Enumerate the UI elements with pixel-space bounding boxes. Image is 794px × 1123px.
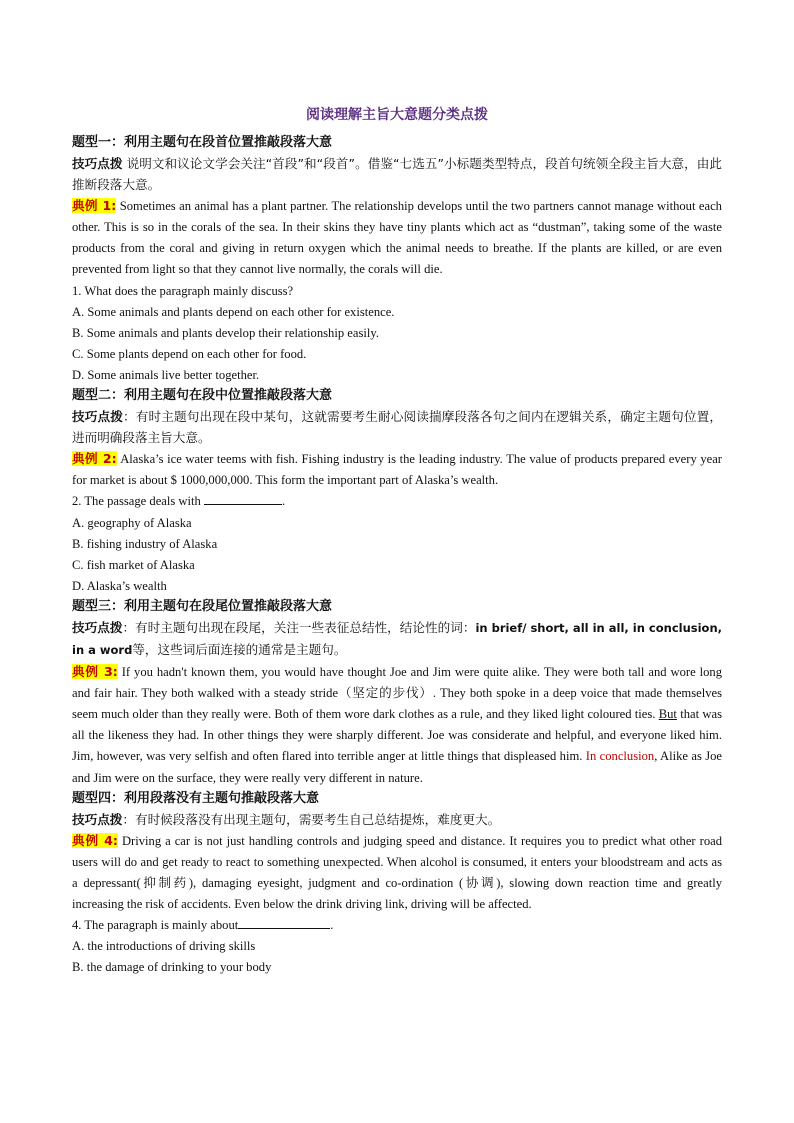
answer-blank: [204, 492, 282, 505]
page-title: 阅读理解主旨大意题分类点拨: [306, 107, 488, 123]
section-4-heading: 题型四：利用段落没有主题句推敲段落大意: [72, 790, 320, 806]
question-text: 4. The paragraph is mainly about: [72, 918, 239, 933]
example-label: 典例 4:: [72, 832, 118, 848]
option-a: A. Some animals and plants depend on each other for existence.: [72, 304, 395, 319]
highlighted-phrase: In conclusion: [585, 749, 655, 764]
question-2: [72, 491, 722, 512]
section-1-tip: [72, 153, 722, 195]
example-label: 典例 2:: [72, 451, 117, 467]
option-b: B. fishing industry of Alaska: [72, 536, 218, 551]
document-body: [72, 133, 722, 978]
tip-label: 技巧点拨: [72, 156, 123, 171]
example-label: 典例 3:: [72, 664, 118, 680]
option-a: A. geography of Alaska: [72, 515, 192, 530]
example-label: 典例 1:: [72, 198, 117, 214]
tip-text: ：有时主题句出现在段中某句，这就需要考生耐心阅读揣摩段落各句之间内在逻辑关系，确定主题句位置，进而明确段落主旨大意。: [72, 409, 723, 446]
underlined-word: But: [658, 707, 677, 722]
option-b: B. the damage of drinking to your body: [72, 960, 272, 975]
option-b: B. Some animals and plants develop their relationship easily.: [72, 325, 379, 340]
question-end: .: [330, 918, 334, 933]
answer-blank: [238, 916, 330, 929]
example-text-end: , Alike as Joe and Jim were on the surface, they were really very different in nature.: [72, 749, 723, 785]
example-text: If you hadn't known them, you would have thought Joe and Jim were quite alike. They were both tall and wore long and fair hair. They both walked with a steady stride（坚定的步伐）. They both spoke in a deep voice that made themselves seem much older than they really were. Both of them wore dark clothes as a rule, and they liked light coloured ties.: [72, 665, 722, 722]
tip-label: 技巧点拨: [72, 811, 123, 827]
example-text-continued: that was all the likeness they had. In other things they were sharply different. Joe was considerate and helpful, and everyone liked him. Jim, however, was very selfish and often flared into terrible anger at little things that displeased him.: [72, 707, 722, 764]
section-2-tip: [72, 406, 722, 448]
tip-text: 说明文和议论文学会关注“首段”和“段首”。借鉴“七选五”小标题类型特点，段首句统领全段主旨大意，由此推断段落大意。: [72, 156, 723, 193]
tip-text: ：有时候段落没有出现主题句，需要考生自己总结提炼，难度更大。: [122, 811, 501, 827]
section-2-heading: 题型二：利用主题句在段中位置推敲段落大意: [72, 388, 333, 404]
example-3: [72, 661, 722, 789]
example-text: Sometimes an animal has a plant partner. The relationship develops until the two partners cannot manage without each other. This is so in the corals of the sea. In their skins they have tiny plants which act as “dustman”, taking some of the waste products from the coral and giving in return oxygen which the animal needs to breathe. If the plants are killed, or are even prevented from light so that they cannot live normally, the corals will die.: [72, 199, 722, 277]
tip-label: 技巧点拨: [72, 619, 123, 635]
option-d: D. Some animals live better together.: [72, 367, 260, 382]
section-3-tip: [72, 617, 722, 661]
tip-keywords: in brief/ short, all in all, in conclusion, in a word: [72, 620, 723, 657]
example-text: Alaska’s ice water teems with fish. Fishing industry is the leading industry. The value of products prepared every year for market is about $ 1000,000,000. This form the important part of Alaska’s wealth.: [72, 452, 722, 488]
question-end: .: [281, 494, 286, 509]
tip-text: ：有时主题句出现在段尾，关注一些表征总结性，结论性的词：: [122, 619, 476, 635]
example-2: [72, 448, 722, 491]
section-1-heading: 题型一：利用主题句在段首位置推敲段落大意: [72, 135, 333, 150]
question-4: [72, 915, 722, 936]
option-c: C. Some plants depend on each other for food.: [72, 346, 307, 361]
example-1: [72, 195, 722, 280]
option-d: D. Alaska’s wealth: [72, 578, 167, 593]
tip-label: 技巧点拨: [72, 409, 123, 425]
option-c: C. fish market of Alaska: [72, 557, 195, 572]
tip-text-end: 等，这些词后面连接的通常是主题句。: [132, 641, 347, 657]
example-4: [72, 830, 722, 915]
question-1: 1. What does the paragraph mainly discuss?: [72, 283, 294, 298]
example-text: Driving a car is not just handling controls and judging speed and distance. It requires you to predict what other road users will do and get ready to react to something unexpected. When alcohol is consumed, it enters your bloodstream and acts as a depressant(抑制药), damaging eyesight, judgment and co-ordination (协调), slowing down reaction time and greatly increasing the risk of accidents. Even below the drink driving link, driving will be affected.: [72, 833, 722, 911]
option-a: A. the introductions of driving skills: [72, 939, 256, 954]
question-text: 2. The passage deals with: [72, 494, 201, 509]
section-3-heading: 题型三：利用主题句在段尾位置推敲段落大意: [72, 598, 333, 614]
section-4-tip: [72, 809, 722, 830]
